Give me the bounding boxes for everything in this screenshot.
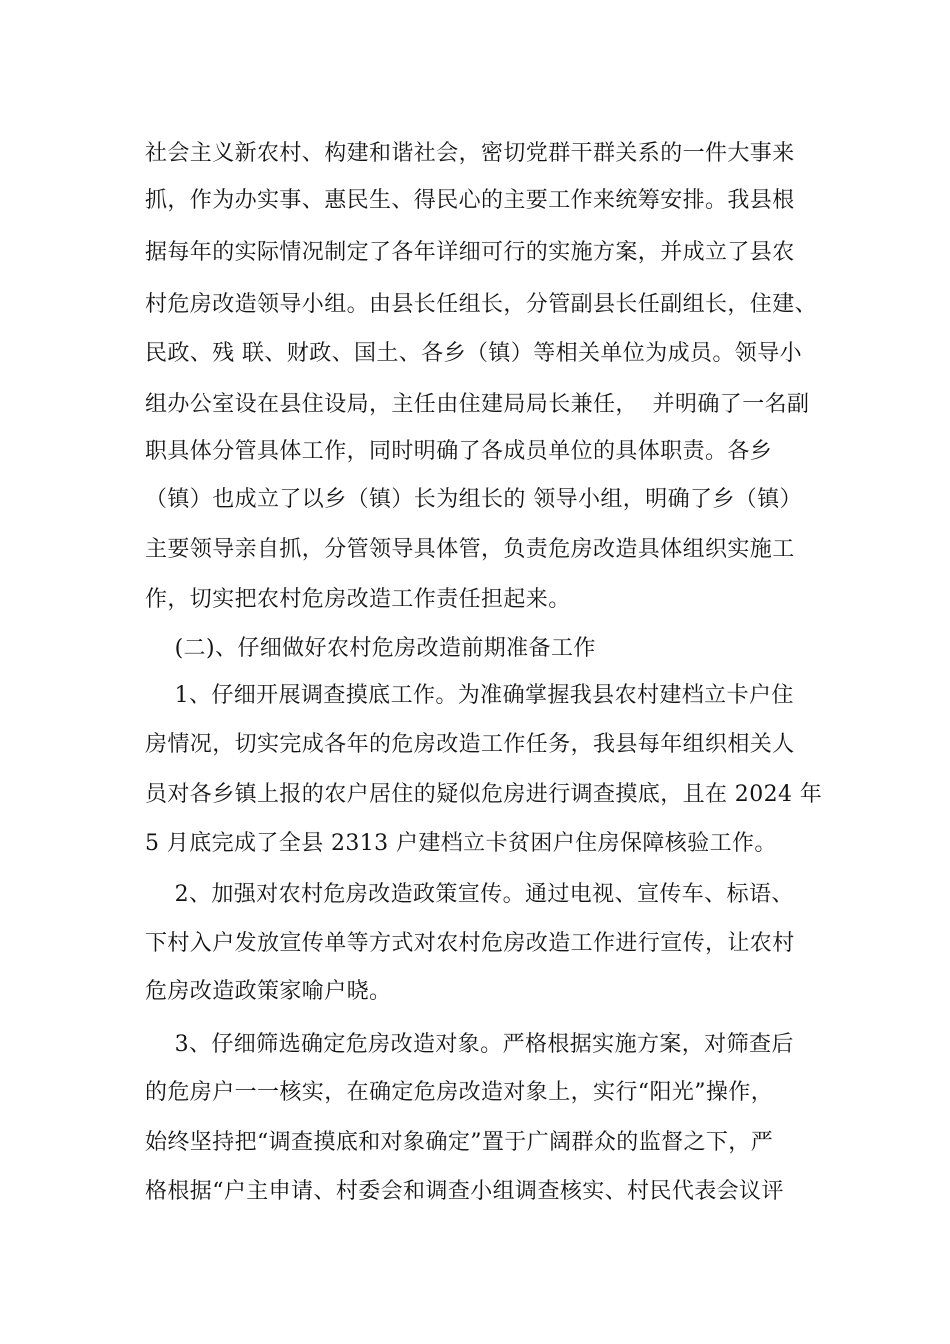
section-heading: (二)、仔细做好农村危房改造前期准备工作 xyxy=(145,636,596,661)
body-text-line: 的危房户一一核实，在确定危房改造对象上，实行“阳光”操作， xyxy=(145,1080,774,1105)
body-text-line: 民政、残 联、财政、国土、各乡（镇）等相关单位为成员。领导小 xyxy=(145,341,802,366)
body-text-line: （镇）也成立了以乡（镇）长为组长的 领导小组，明确了乡（镇） xyxy=(145,487,802,512)
body-text-line: 始终坚持把“调查摸底和对象确定”置于广阔群众的监督之下，严 xyxy=(145,1130,774,1155)
body-text-line: 1、仔细开展调查摸底工作。为准确掌握我县农村建档立卡户住 xyxy=(145,683,794,708)
body-text-line: 5 月底完成了全县 2313 户建档立卡贫困户住房保障核验工作。 xyxy=(145,831,777,856)
body-text-line: 社会主义新农村、构建和谐社会，密切党群干群关系的一件大事来 xyxy=(145,141,795,166)
body-text-line: 抓，作为办实事、惠民生、得民心的主要工作来统筹安排。我县根 xyxy=(145,188,795,213)
body-text-line: 2、加强对农村危房改造政策宣传。通过电视、宣传车、标语、 xyxy=(145,882,794,907)
body-text-line: 员对各乡镇上报的农户居住的疑似危房进行调查摸底，且在 2024 年 xyxy=(145,782,823,807)
body-text-line: 组办公室设在县住设局，主任由住建局局长兼任， 并明确了一名副 xyxy=(145,392,810,417)
body-text-line: 职具体分管具体工作，同时明确了各成员单位的具体职责。各乡 xyxy=(145,439,773,464)
body-text-line: 下村入户发放宣传单等方式对农村危房改造工作进行宣传，让农村 xyxy=(145,931,795,956)
body-text-line: 危房改造政策家喻户晓。 xyxy=(145,979,392,1004)
body-text-line: 房情况，切实完成各年的危房改造工作任务，我县每年组织相关人 xyxy=(145,732,795,757)
body-text-line: 主要领导亲自抓，分管领导具体管，负责危房改造具体组织实施工 xyxy=(145,537,795,562)
body-text-line: 格根据“户主申请、村委会和调查小组调查核实、村民代表会议评 xyxy=(145,1179,784,1204)
body-text-line: 作，切实把农村危房改造工作责任担起来。 xyxy=(145,587,571,612)
body-text-line: 据每年的实际情况制定了各年详细可行的实施方案，并成立了县农 xyxy=(145,240,795,265)
body-text-line: 村危房改造领导小组。由县长任组长，分管副县长任副组长，住建、 xyxy=(145,292,818,317)
body-text-line: 3、仔细筛选确定危房改造对象。严格根据实施方案，对筛查后 xyxy=(145,1032,794,1057)
